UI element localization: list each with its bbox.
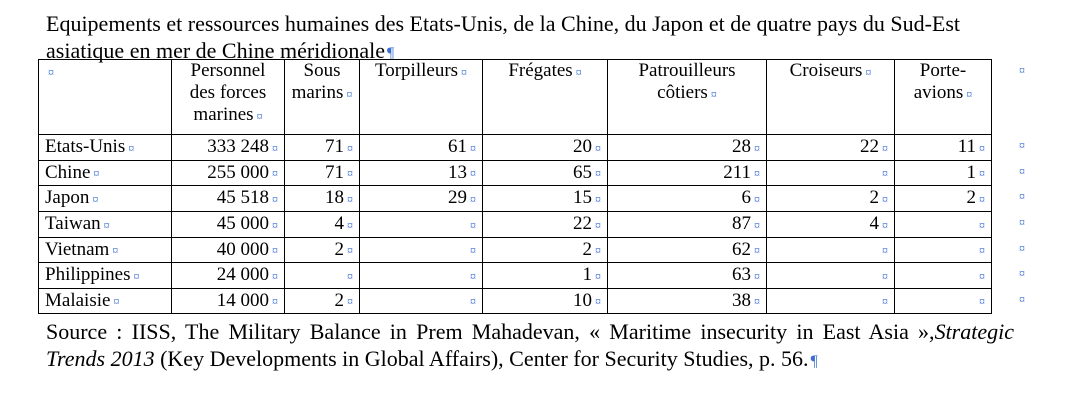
cell-end-mark: ¤	[979, 217, 985, 232]
cell-end-mark: ¤	[882, 294, 888, 309]
value-cell[interactable]	[767, 263, 895, 289]
cell-end-mark: ¤	[92, 191, 99, 206]
cell-end-mark: ¤	[882, 243, 888, 258]
value-cell-text: 18	[325, 187, 344, 209]
cell-end-mark: ¤	[133, 268, 140, 283]
source-note	[46, 318, 1014, 375]
header-cell[interactable]	[39, 60, 172, 135]
cell-end-mark: ¤	[48, 64, 54, 79]
cell-end-mark: ¤	[754, 217, 760, 232]
cell-end-mark: ¤	[966, 86, 973, 101]
value-cell-text: 87	[732, 212, 751, 234]
row-end-mark: ¤	[1019, 138, 1025, 152]
cell-end-mark: ¤	[272, 140, 278, 155]
cell-end-mark: ¤	[979, 140, 985, 155]
value-cell-text: 211	[723, 161, 751, 183]
country-cell-text: Vietnam	[45, 238, 110, 260]
cell-end-mark: ¤	[272, 268, 278, 283]
value-cell[interactable]	[608, 135, 767, 161]
value-cell[interactable]	[895, 186, 992, 212]
cell-end-mark: ¤	[470, 140, 476, 155]
value-cell-text: 4	[334, 212, 344, 234]
value-cell-text: 6	[741, 187, 751, 209]
value-cell-text: 38	[732, 289, 751, 311]
country-cell[interactable]	[39, 237, 172, 263]
row-end-mark: ¤	[1019, 266, 1025, 280]
header-cell[interactable]	[285, 60, 360, 135]
value-cell-text: 1	[582, 264, 592, 286]
cell-end-mark: ¤	[470, 294, 476, 309]
cell-end-mark: ¤	[113, 294, 120, 309]
row-end-mark: ¤	[1019, 292, 1025, 306]
value-cell[interactable]	[285, 288, 360, 314]
value-cell-text: 2	[334, 289, 344, 311]
value-cell[interactable]	[172, 263, 285, 289]
cell-end-mark: ¤	[347, 166, 353, 181]
cell-end-mark: ¤	[595, 217, 601, 232]
cell-end-mark: ¤	[882, 191, 888, 206]
header-cell-text: Torpilleurs	[374, 60, 459, 81]
value-cell[interactable]	[172, 186, 285, 212]
cell-end-mark: ¤	[979, 191, 985, 206]
value-cell[interactable]	[608, 288, 767, 314]
cell-end-mark: ¤	[461, 64, 468, 79]
value-cell-text: 22	[860, 136, 879, 157]
cell-end-mark: ¤	[93, 166, 100, 181]
header-cell[interactable]	[360, 60, 483, 135]
value-cell[interactable]	[360, 160, 483, 186]
value-cell[interactable]	[285, 160, 360, 186]
cell-end-mark: ¤	[595, 268, 601, 283]
value-cell-text: 28	[732, 136, 751, 157]
source-text-1: Source : IISS, The Military Balance in Prem Mahadevan, « Maritime insecurity in East Asia »,	[46, 319, 935, 344]
value-cell[interactable]	[172, 135, 285, 161]
pilcrow-mark: ¶	[810, 353, 818, 370]
cell-end-mark: ¤	[754, 140, 760, 155]
value-cell[interactable]	[172, 160, 285, 186]
table-row	[39, 237, 992, 263]
value-cell[interactable]	[285, 135, 360, 161]
value-cell[interactable]	[360, 135, 483, 161]
country-cell-text: Chine	[45, 161, 91, 183]
header-cell-text: Patrouilleurs côtiers	[638, 60, 736, 103]
cell-end-mark: ¤	[470, 191, 476, 206]
cell-end-mark: ¤	[128, 140, 135, 155]
cell-end-mark: ¤	[347, 191, 353, 206]
cell-end-mark: ¤	[470, 166, 476, 181]
value-cell-text: 1	[966, 161, 976, 183]
value-cell[interactable]	[895, 288, 992, 314]
cell-end-mark: ¤	[347, 217, 353, 232]
value-cell[interactable]	[483, 186, 608, 212]
value-cell[interactable]	[895, 237, 992, 263]
cell-end-mark: ¤	[256, 108, 263, 123]
country-cell[interactable]	[39, 186, 172, 212]
cell-end-mark: ¤	[979, 166, 985, 181]
cell-end-mark: ¤	[347, 268, 353, 283]
header-cell[interactable]	[483, 60, 608, 135]
cell-end-mark: ¤	[272, 191, 278, 206]
country-cell-text: Philippines	[45, 264, 131, 286]
value-cell[interactable]	[767, 211, 895, 237]
value-cell[interactable]	[483, 211, 608, 237]
cell-end-mark: ¤	[347, 243, 353, 258]
value-cell-text: 62	[732, 238, 751, 260]
cell-end-mark: ¤	[979, 243, 985, 258]
value-cell[interactable]	[172, 237, 285, 263]
value-cell-text: 65	[573, 161, 592, 183]
cell-end-mark: ¤	[103, 217, 110, 232]
cell-end-mark: ¤	[595, 191, 601, 206]
cell-end-mark: ¤	[595, 140, 601, 155]
header-cell-text: Croiseurs	[789, 60, 863, 81]
value-cell-text: 29	[448, 187, 467, 209]
value-cell[interactable]	[483, 160, 608, 186]
table-row	[39, 186, 992, 212]
value-cell-text: 333 248	[207, 136, 269, 157]
cell-end-mark: ¤	[346, 86, 353, 101]
row-end-mark: ¤	[1019, 63, 1025, 77]
value-cell-text: 45 518	[216, 187, 269, 209]
cell-end-mark: ¤	[710, 86, 717, 101]
cell-end-mark: ¤	[272, 294, 278, 309]
cell-end-mark: ¤	[112, 243, 119, 258]
table-row	[39, 160, 992, 186]
navy-resources-table	[38, 59, 992, 314]
value-cell[interactable]	[895, 263, 992, 289]
header-cell-text: Sous marins	[291, 60, 344, 103]
value-cell[interactable]	[608, 211, 767, 237]
cell-end-mark: ¤	[754, 268, 760, 283]
value-cell-text: 45 000	[216, 212, 269, 234]
cell-end-mark: ¤	[595, 243, 601, 258]
country-cell[interactable]	[39, 211, 172, 237]
cell-end-mark: ¤	[470, 268, 476, 283]
value-cell[interactable]	[360, 186, 483, 212]
value-cell[interactable]	[895, 160, 992, 186]
cell-end-mark: ¤	[882, 140, 888, 155]
header-cell-text: Porte-avions	[913, 60, 967, 103]
caption-text: Equipements et ressources humaines des Etats-Unis, de la Chine, du Japon et de quatre pays du Sud-Est asiatique en mer de Chine méridionale	[46, 11, 961, 63]
cell-end-mark: ¤	[470, 217, 476, 232]
header-row	[39, 60, 992, 135]
value-cell-text: 20	[573, 136, 592, 157]
value-cell-text: 63	[732, 264, 751, 286]
country-cell-text: Etats-Unis	[45, 136, 126, 157]
value-cell[interactable]	[285, 211, 360, 237]
value-cell-text: 4	[869, 212, 879, 234]
value-cell[interactable]	[767, 135, 895, 161]
value-cell[interactable]	[608, 237, 767, 263]
cell-end-mark: ¤	[347, 140, 353, 155]
value-cell-text: 22	[573, 212, 592, 234]
value-cell-text: 15	[573, 187, 592, 209]
value-cell[interactable]	[360, 211, 483, 237]
value-cell-text: 14 000	[216, 289, 269, 311]
cell-end-mark: ¤	[882, 268, 888, 283]
cell-end-mark: ¤	[754, 243, 760, 258]
cell-end-mark: ¤	[575, 64, 582, 79]
value-cell[interactable]	[360, 237, 483, 263]
cell-end-mark: ¤	[979, 268, 985, 283]
table-row	[39, 135, 992, 161]
cell-end-mark: ¤	[754, 191, 760, 206]
value-cell-text: 71	[325, 161, 344, 183]
value-cell-text: 2	[334, 238, 344, 260]
value-cell[interactable]	[172, 211, 285, 237]
header-cell[interactable]	[608, 60, 767, 135]
cell-end-mark: ¤	[882, 217, 888, 232]
value-cell[interactable]	[483, 135, 608, 161]
cell-end-mark: ¤	[979, 294, 985, 309]
value-cell-text: 11	[957, 136, 976, 157]
value-cell[interactable]	[483, 237, 608, 263]
country-cell-text: Malaisie	[45, 289, 111, 311]
cell-end-mark: ¤	[470, 243, 476, 258]
header-cell-text: Frégates	[508, 60, 573, 81]
country-cell-text: Taiwan	[45, 212, 101, 234]
value-cell[interactable]	[483, 288, 608, 314]
table-row	[39, 288, 992, 314]
value-cell[interactable]	[285, 237, 360, 263]
value-cell-text: 2	[869, 187, 879, 209]
value-cell-text: 40 000	[216, 238, 269, 260]
country-cell-text: Japon	[45, 187, 90, 209]
cell-end-mark: ¤	[865, 64, 872, 79]
cell-end-mark: ¤	[347, 294, 353, 309]
value-cell[interactable]	[767, 237, 895, 263]
value-cell[interactable]	[360, 288, 483, 314]
country-cell[interactable]	[39, 135, 172, 161]
value-cell[interactable]	[895, 135, 992, 161]
source-text-2: (Key Developments in Global Affairs), Center for Security Studies, p. 56.	[154, 346, 809, 371]
value-cell[interactable]	[608, 263, 767, 289]
header-cell[interactable]	[895, 60, 992, 135]
header-cell[interactable]	[767, 60, 895, 135]
value-cell-text: 2	[966, 187, 976, 209]
value-cell[interactable]	[285, 263, 360, 289]
value-cell-text: 13	[448, 161, 467, 183]
value-cell[interactable]	[767, 160, 895, 186]
value-cell[interactable]	[608, 160, 767, 186]
cell-end-mark: ¤	[595, 294, 601, 309]
header-cell[interactable]	[172, 60, 285, 135]
pilcrow-mark: ¶	[387, 45, 395, 62]
cell-end-mark: ¤	[272, 243, 278, 258]
value-cell-text: 10	[573, 289, 592, 311]
value-cell[interactable]	[483, 263, 608, 289]
value-cell-text: 71	[325, 136, 344, 157]
cell-end-mark: ¤	[754, 166, 760, 181]
cell-end-mark: ¤	[882, 166, 888, 181]
row-end-mark: ¤	[1019, 189, 1025, 203]
header-cell-text: Personnel des forces marines	[189, 60, 267, 125]
value-cell[interactable]	[608, 186, 767, 212]
value-cell[interactable]	[172, 288, 285, 314]
value-cell-text: 2	[582, 238, 592, 260]
value-cell-text: 61	[448, 136, 467, 157]
country-cell[interactable]	[39, 288, 172, 314]
cell-end-mark: ¤	[595, 166, 601, 181]
value-cell-text: 255 000	[207, 161, 269, 183]
value-cell-text: 24 000	[216, 264, 269, 286]
country-cell[interactable]	[39, 263, 172, 289]
country-cell[interactable]	[39, 160, 172, 186]
value-cell[interactable]	[895, 211, 992, 237]
value-cell[interactable]	[285, 186, 360, 212]
value-cell[interactable]	[360, 263, 483, 289]
value-cell[interactable]	[767, 186, 895, 212]
row-end-mark: ¤	[1019, 215, 1025, 229]
row-end-mark: ¤	[1019, 164, 1025, 178]
cell-end-mark: ¤	[272, 217, 278, 232]
table-row	[39, 211, 992, 237]
cell-end-mark: ¤	[272, 166, 278, 181]
table-row	[39, 263, 992, 289]
source-italic-title: Strategic Trends 2013	[46, 319, 1014, 371]
cell-end-mark: ¤	[754, 294, 760, 309]
value-cell[interactable]	[767, 288, 895, 314]
row-end-mark: ¤	[1019, 241, 1025, 255]
